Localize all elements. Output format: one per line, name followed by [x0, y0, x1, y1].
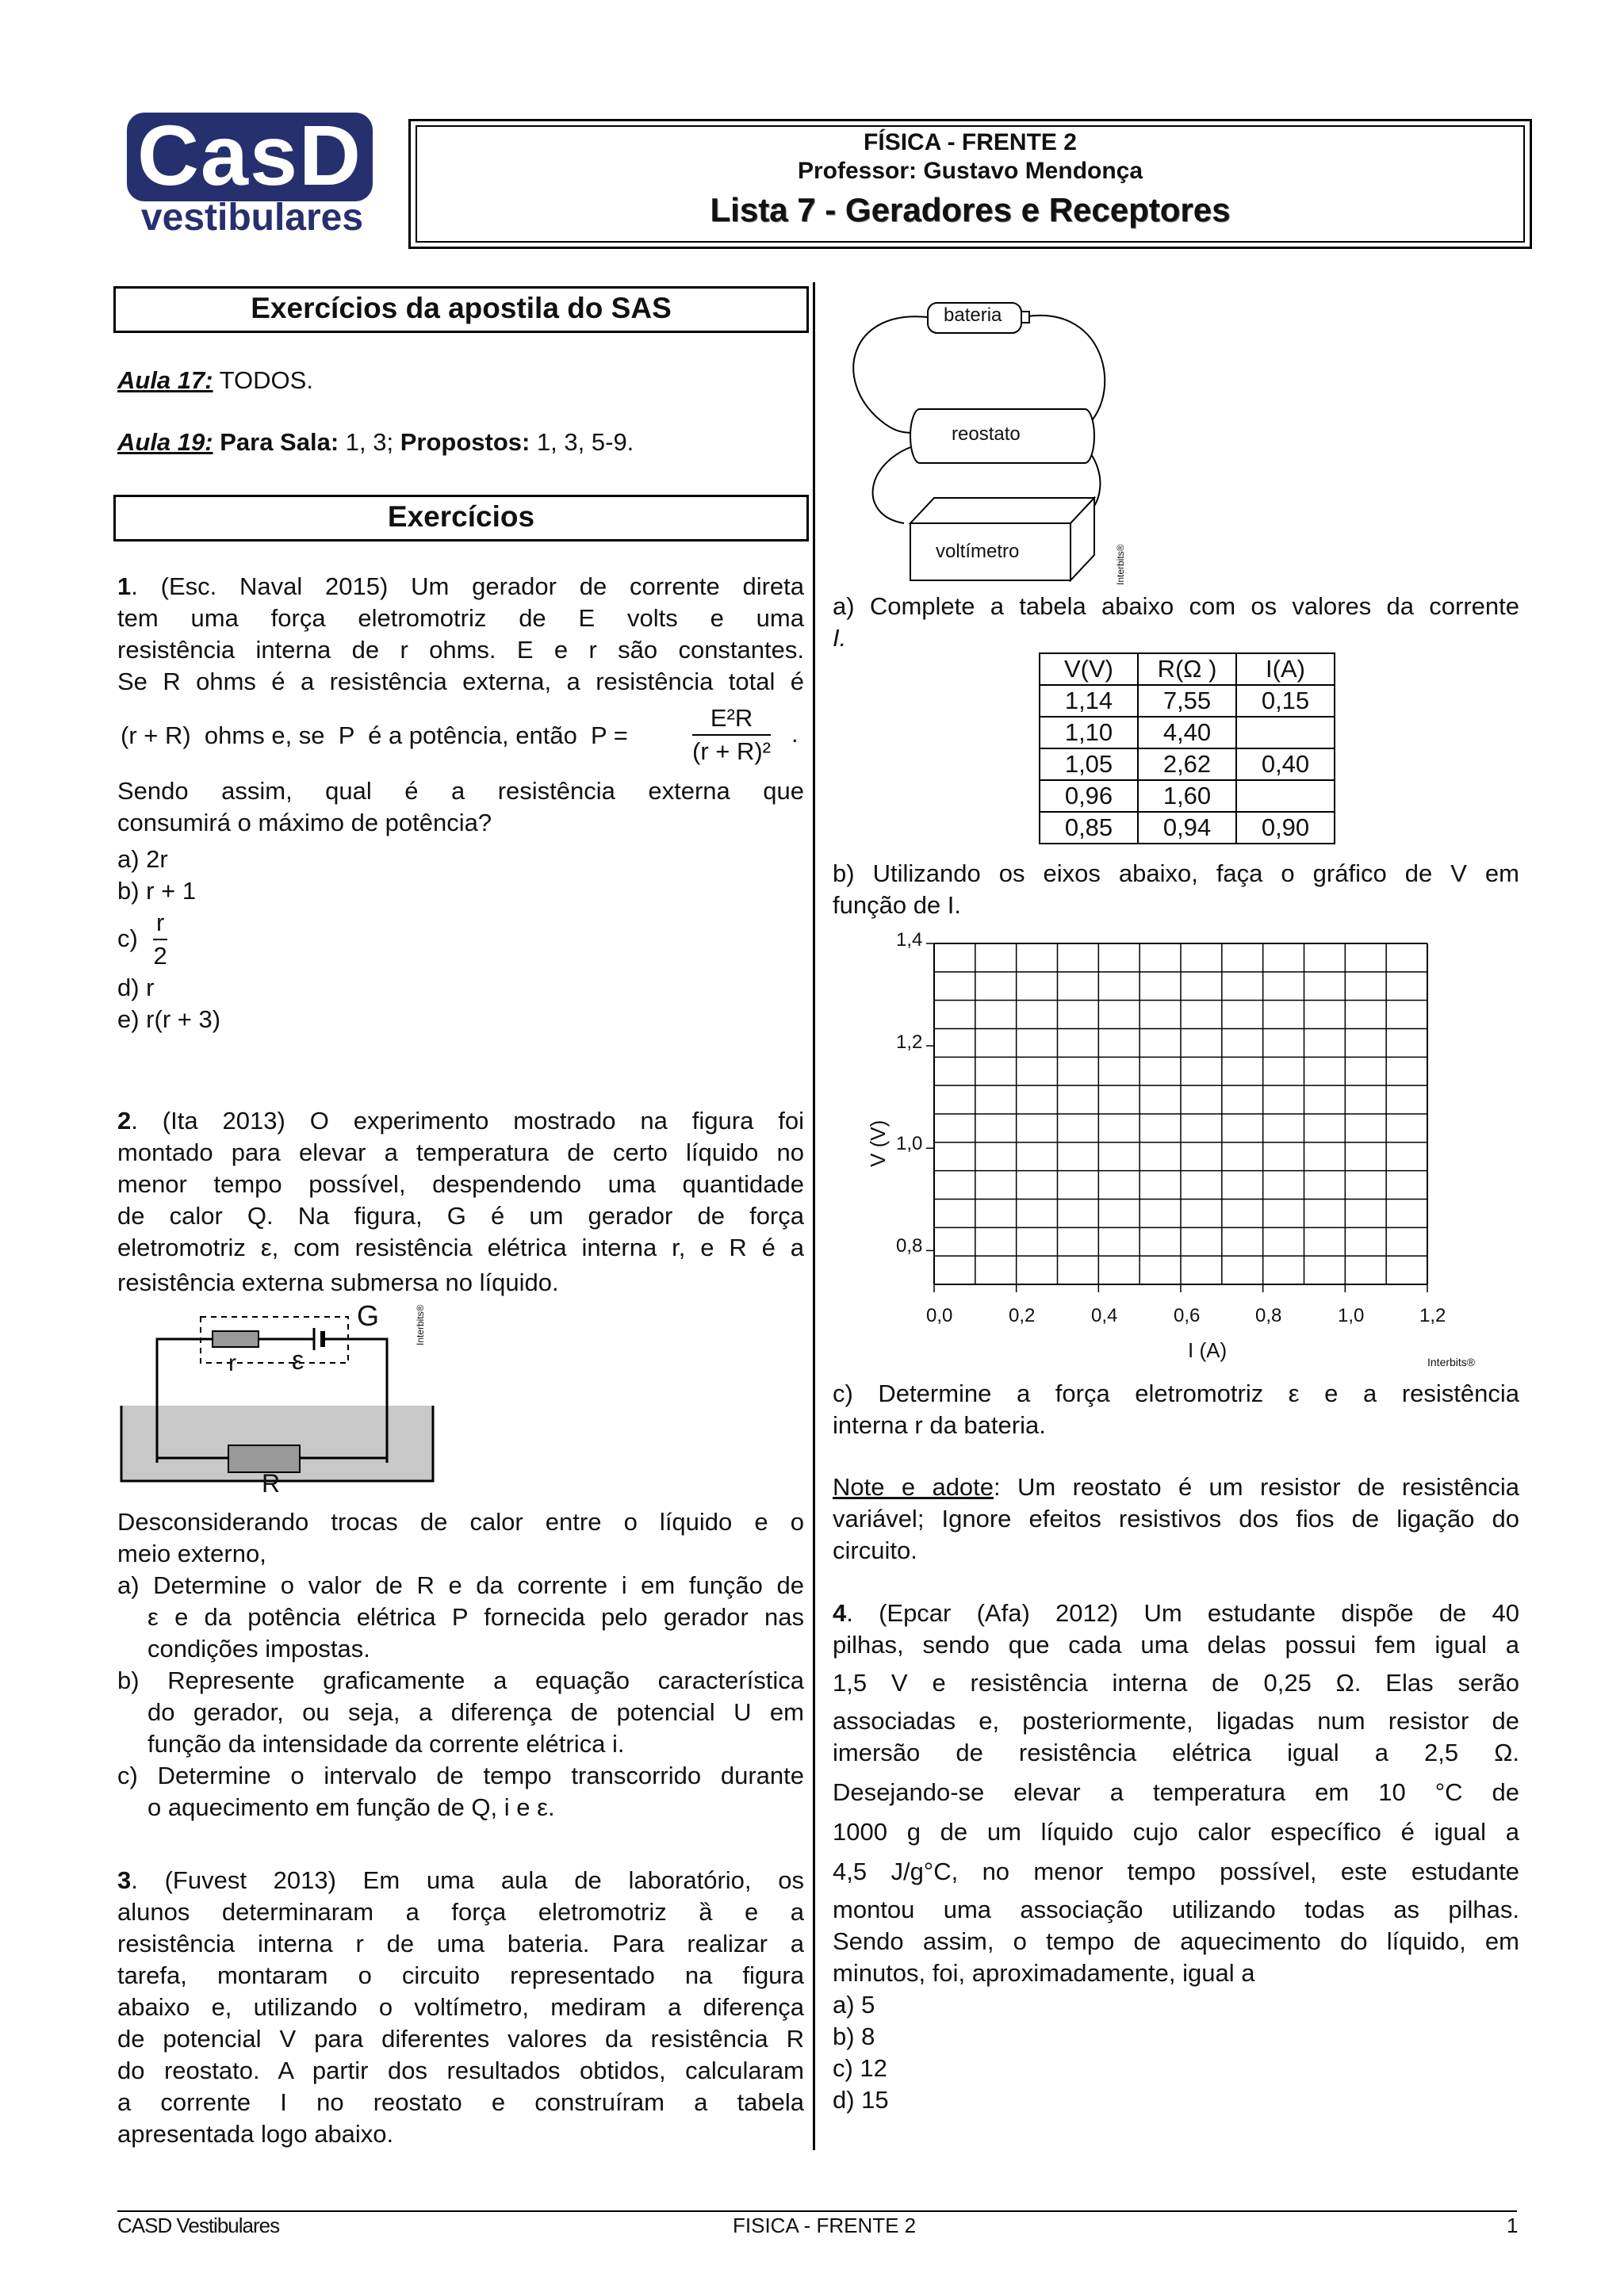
question-2 [117, 1105, 804, 1299]
q1-opt-c-num: r [153, 907, 167, 940]
q1-option-d: d) r [117, 974, 155, 1001]
q1-line: resistência interna de r ohms. E e r são constantes. [117, 636, 804, 664]
q3-b-text: função de I. [833, 891, 962, 919]
q3-graph [833, 920, 1507, 1395]
q4-option-c: c) 12 [833, 2054, 887, 2082]
q2-item-b: do gerador, ou seja, a diferença de potencial U em [147, 1698, 804, 1726]
aula-19-line [117, 427, 634, 458]
graph-credit: Interbits® [1427, 1356, 1476, 1368]
q4-line: associadas e, posteriormente, ligadas num resistor de [833, 1707, 1519, 1735]
q4-line: 1,5 V e resistência interna de 0,25 Ω. Elas serão [833, 1669, 1519, 1697]
q3-line: do reostato. A partir dos resultados obtidos, calcularam [117, 2057, 804, 2084]
q4-line: Sendo assim, o tempo de aquecimento do líquido, em [833, 1927, 1519, 1955]
header-subject: FÍSICA - FRENTE 2 [864, 129, 1077, 155]
q2-after-line: Desconsiderando trocas de calor entre o líquido e o [117, 1508, 804, 1536]
column-divider [813, 282, 815, 2150]
q3-c-text: c) Determine a força eletromotriz ε e a resistência [833, 1380, 1519, 1407]
x-tick-label: 0,4 [1091, 1305, 1118, 1326]
q2-fig-label-r: r [228, 1350, 236, 1376]
q4-option-b: b) 8 [833, 2022, 875, 2050]
q1-question: consumirá o máximo de potência? [117, 809, 492, 836]
q1-formula [117, 698, 804, 775]
x-tick-label: 1,2 [1419, 1305, 1446, 1326]
footer-rule [117, 2210, 1517, 2212]
q3-a-text: a) Complete a tabela abaixo com os valores da corrente [833, 592, 1519, 620]
q1-option-c [117, 907, 804, 972]
q2-fig-label-R: R [262, 1469, 281, 1498]
q2-item-b: função da intensidade da corrente elétrica i. [147, 1730, 625, 1758]
x-axis-label: I (A) [1188, 1338, 1228, 1362]
q2-fig-label-eps: ε [292, 1345, 304, 1376]
q2-item-a: condições impostas. [147, 1635, 370, 1663]
table-header-cell: R(Ω ) [1138, 653, 1236, 685]
table-cell: 0,94 [1138, 812, 1236, 844]
q1-option-b: b) r + 1 [117, 877, 197, 905]
x-tick-label: 0,6 [1174, 1305, 1201, 1326]
x-tick-label: 0,8 [1255, 1305, 1282, 1326]
table-cell [1236, 717, 1335, 748]
exercicios-title: Exercícios [387, 500, 535, 533]
q2-line: menor tempo possível, despendendo uma quantidade [117, 1170, 804, 1198]
q3-line: resistência interna r de uma bateria. Para realizar a [117, 1930, 804, 1957]
q3-part-a [833, 591, 1519, 654]
q2-after-line: meio externo, [117, 1540, 266, 1567]
q3-fig-credit: Interbits® [1115, 544, 1126, 585]
q2-line: de calor Q. Na figura, G é um gerador de força [117, 1202, 804, 1230]
aula-19-label: Aula 19: [117, 428, 213, 456]
q3-note [833, 1471, 1519, 1567]
q3-figure [833, 285, 1134, 587]
q1-option-c-label: c) [117, 924, 138, 952]
q3-table [1039, 652, 1335, 844]
q3-a-text: I. [833, 624, 847, 652]
q3-note-line: variável; Ignore efeitos resistivos dos fios de ligação do [833, 1505, 1519, 1533]
q2-circuit-diagram [117, 1304, 435, 1483]
q3-note-line: Note e adote: Um reostato é um resistor de resistência [833, 1473, 1519, 1501]
q2-number: 2 [117, 1107, 132, 1135]
q3-line: a corrente I no reostato e construíram a tabela [117, 2088, 804, 2116]
table-cell: 1,60 [1138, 780, 1236, 812]
q2-line: eletromotriz ε, com resistência elétrica interna r, e R é a [117, 1234, 804, 1261]
q4-line: 1000 g de um líquido cujo calor específico é igual a [833, 1818, 1519, 1846]
table-row [1040, 685, 1335, 717]
table-cell: 4,40 [1138, 717, 1236, 748]
q3-line: alunos determinaram a força eletromotriz ȁ e a [117, 1898, 804, 1926]
q4-line: 4. (Epcar (Afa) 2012) Um estudante dispõe de 40 [833, 1599, 1519, 1627]
q2-line: montado para elevar a temperatura de certo líquido no [117, 1138, 804, 1166]
q1-option-c-fraction [153, 907, 167, 972]
question-1 [117, 571, 804, 1035]
q1-option-a: a) 2r [117, 845, 168, 873]
table-cell: 0,85 [1040, 812, 1138, 844]
table-cell: 2,62 [1138, 748, 1236, 780]
q1-option-e: e) r(r + 3) [117, 1005, 221, 1033]
list-title: Lista 7 - Geradores e Receptores [710, 191, 1231, 228]
aula-17-text: TODOS. [213, 366, 313, 394]
q2-continuation [117, 1506, 804, 1823]
q1-formula-left: (r + R) ohms e, se P é a potência, então P = [121, 721, 628, 749]
q2-item-a: a) Determine o valor de R e da corrente i em função de [117, 1571, 804, 1599]
q2-line: 2. (Ita 2013) O experimento mostrado na figura foi [117, 1107, 804, 1135]
y-axis-label: V (V) [866, 1119, 890, 1167]
q3-line: abaixo e, utilizando o voltímetro, mediram a diferença [117, 1993, 804, 2021]
aula-17-label: Aula 17: [117, 366, 213, 394]
footer-center: FISICA - FRENTE 2 [733, 2214, 917, 2237]
logo-bottom: vestibulares [140, 197, 364, 239]
aula-19-sala-text: 1, 3; [339, 428, 400, 456]
q3-part-c [833, 1378, 1519, 1441]
table-row [1040, 780, 1335, 812]
table-cell: 1,14 [1040, 685, 1138, 717]
y-tick-label: 1,4 [896, 929, 923, 951]
table-row [1040, 812, 1335, 844]
q1-line: 1. (Esc. Naval 2015) Um gerador de corrente direta [117, 572, 804, 600]
logo-top: CasD [127, 113, 373, 201]
question-4 [833, 1598, 1519, 2116]
q4-line: minutos, foi, aproximadamente, igual a [833, 1959, 1255, 1987]
q3-c-text: interna r da bateria. [833, 1411, 1046, 1439]
x-tick-label: 0,2 [1009, 1305, 1036, 1326]
table-cell: 0,40 [1236, 748, 1335, 780]
q1-question: Sendo assim, qual é a resistência externa que [117, 777, 804, 805]
table-cell: 0,96 [1040, 780, 1138, 812]
table-row [1040, 748, 1335, 780]
table-header-row [1040, 653, 1335, 685]
q1-line: Se R ohms é a resistência externa, a resistência total é [117, 668, 804, 695]
q4-line: Desejando-se elevar a temperatura em 10 °C de [833, 1778, 1519, 1806]
q1-number: 1 [117, 572, 132, 600]
q3-number: 3 [117, 1866, 132, 1894]
q3-fig-label-voltimetro: voltímetro [936, 541, 1020, 562]
y-tick-label: 0,8 [896, 1235, 923, 1257]
q2-item-c: o aquecimento em função de Q, i e ε. [147, 1793, 555, 1821]
q3-b-text: b) Utilizando os eixos abaixo, faça o gráfico de V em [833, 859, 1519, 887]
q2-fig-credit: Interbits® [415, 1304, 426, 1345]
x-tick-label: 1,0 [1338, 1305, 1365, 1326]
q1-formula-end: . [791, 720, 799, 748]
q3-table-wrap [1039, 652, 1335, 844]
q4-option-a: a) 5 [833, 1991, 875, 2019]
q3-line: de potencial V para diferentes valores da resistência R [117, 2025, 804, 2053]
logo [127, 107, 373, 239]
q4-line: pilhas, sendo que cada uma delas possui fem igual a [833, 1631, 1519, 1659]
q2-item-c: c) Determine o intervalo de tempo transcorrido durante [117, 1762, 804, 1789]
note-label: Note e adote [833, 1473, 994, 1501]
aula-19-prop-text: 1, 3, 5-9. [530, 428, 634, 456]
footer-page-number: 1 [1507, 2214, 1519, 2237]
table-header-cell: V(V) [1040, 653, 1138, 685]
q2-item-b: b) Represente graficamente a equação característica [117, 1667, 804, 1694]
table-cell [1236, 780, 1335, 812]
y-tick-label: 1,0 [896, 1133, 923, 1154]
table-row [1040, 717, 1335, 748]
table-cell: 1,05 [1040, 748, 1138, 780]
q1-formula-denominator: (r + R)² [692, 737, 772, 765]
header-professor: Professor: Gustavo Mendonça [797, 158, 1143, 184]
aula-17-line [117, 365, 313, 396]
table-cell: 0,15 [1236, 685, 1335, 717]
q4-line: 4,5 J/g°C, no menor tempo possível, este estudante [833, 1858, 1519, 1885]
q3-note-line: circuito. [833, 1536, 917, 1564]
q4-line: montou uma associação utilizando todas as pilhas. [833, 1896, 1519, 1923]
table-cell: 0,90 [1236, 812, 1335, 844]
table-cell: 1,10 [1040, 717, 1138, 748]
q1-formula-numerator: E²R [692, 702, 771, 736]
aula-19-sala-label: Para Sala: [213, 428, 339, 456]
q3-part-b [833, 858, 1519, 921]
q2-figure [117, 1299, 435, 1498]
q1-line: tem uma força eletromotriz de E volts e uma [117, 604, 804, 632]
q4-line: imersão de resistência elétrica igual a 2,5 Ω. [833, 1739, 1519, 1766]
q4-option-d: d) 15 [833, 2086, 889, 2114]
question-3 [117, 1865, 804, 2150]
q3-line: tarefa, montaram o circuito representado na figura [117, 1961, 804, 1989]
table-header-cell: I(A) [1236, 653, 1335, 685]
table-cell: 7,55 [1138, 685, 1236, 717]
q2-item-a: ε e da potência elétrica P fornecida pelo gerador nas [147, 1603, 804, 1631]
q3-fig-label-bateria: bateria [944, 304, 1002, 326]
q2-fig-label-G: G [357, 1299, 380, 1332]
aula-19-prop-label: Propostos: [400, 428, 530, 456]
sas-section-title: Exercícios da apostila do SAS [251, 292, 672, 324]
q1-opt-c-den: 2 [153, 942, 167, 970]
q2-line: resistência externa submersa no líquido. [117, 1269, 559, 1296]
q1-formula-fraction [692, 702, 771, 767]
footer-left: CASD Vestibulares [117, 2214, 280, 2237]
q3-line: apresentada logo abaixo. [117, 2120, 394, 2148]
y-tick-label: 1,2 [896, 1031, 923, 1053]
x-tick-label: 0,0 [926, 1305, 953, 1326]
q3-line: 3. (Fuvest 2013) Em uma aula de laboratório, os [117, 1866, 804, 1894]
q3-fig-label-reostato: reostato [952, 423, 1021, 445]
q4-number: 4 [833, 1599, 847, 1627]
